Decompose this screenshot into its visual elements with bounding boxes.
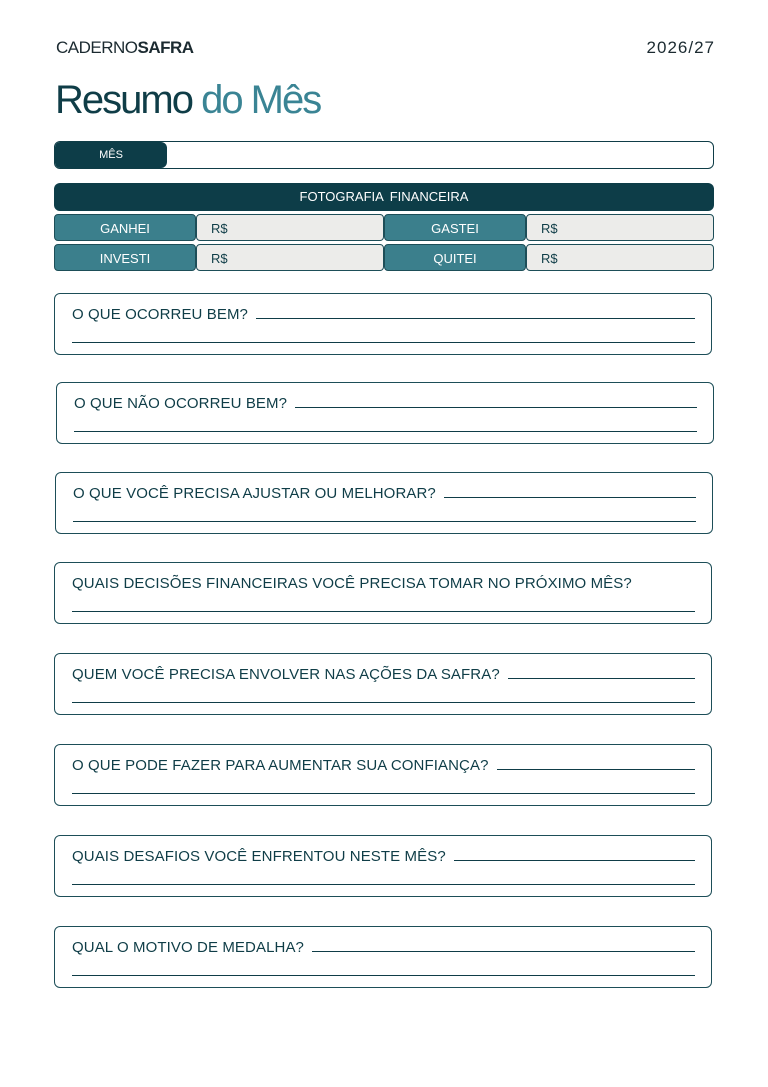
question-box[interactable] [55, 472, 713, 534]
question-box[interactable] [54, 926, 712, 988]
investi-label: INVESTI [54, 244, 196, 271]
question-box[interactable] [54, 744, 712, 806]
answer-line [74, 431, 697, 432]
question-text: QUAL O MOTIVO DE MEDALHA? [72, 939, 304, 956]
answer-line [72, 611, 695, 612]
gastei-label: GASTEI [384, 214, 526, 241]
question-text: QUAIS DESAFIOS VOCÊ ENFRENTOU NESTE MÊS? [72, 848, 446, 865]
month-field[interactable] [54, 141, 714, 169]
gastei-value-field[interactable]: R$ [526, 214, 714, 241]
quitei-label: QUITEI [384, 244, 526, 271]
brand-logo [56, 38, 194, 58]
question-box[interactable] [54, 835, 712, 897]
investi-value-field[interactable]: R$ [196, 244, 384, 271]
question-text: QUAIS DECISÕES FINANCEIRAS VOCÊ PRECISA TOMAR NO PRÓXIMO MÊS? [72, 575, 632, 592]
finance-header: FOTOGRAFIA FINANCEIRA [54, 183, 714, 211]
answer-line [256, 318, 695, 319]
answer-line [312, 951, 695, 952]
brand-bold: SAFRA [137, 38, 194, 57]
question-box[interactable] [54, 653, 712, 715]
answer-line [508, 678, 695, 679]
answer-line [444, 497, 696, 498]
ganhei-value-field[interactable]: R$ [196, 214, 384, 241]
month-label: MÊS [55, 142, 167, 168]
question-text: O QUE VOCÊ PRECISA AJUSTAR OU MELHORAR? [73, 485, 436, 502]
title-part-2: do Mês [201, 78, 321, 122]
question-box[interactable] [54, 562, 712, 624]
answer-line [73, 521, 696, 522]
quitei-value-field[interactable]: R$ [526, 244, 714, 271]
question-box[interactable] [56, 382, 714, 444]
question-text: O QUE PODE FAZER PARA AUMENTAR SUA CONFIANÇA? [72, 757, 489, 774]
question-text: O QUE NÃO OCORREU BEM? [74, 395, 288, 412]
question-text: O QUE OCORREU BEM? [72, 306, 248, 323]
brand-light: CADERNO [56, 38, 138, 57]
answer-line [72, 342, 695, 343]
answer-line [72, 793, 695, 794]
answer-line [72, 702, 695, 703]
answer-line [295, 407, 697, 408]
answer-line [72, 884, 695, 885]
year-label: 2026/27 [646, 38, 715, 57]
answer-line [454, 860, 695, 861]
question-text: QUEM VOCÊ PRECISA ENVOLVER NAS AÇÕES DA SAFRA? [72, 666, 500, 683]
title-part-1: Resumo [55, 78, 192, 122]
answer-line [72, 975, 695, 976]
answer-line [497, 769, 695, 770]
page-title [55, 78, 320, 123]
question-box[interactable] [54, 293, 712, 355]
ganhei-label: GANHEI [54, 214, 196, 241]
